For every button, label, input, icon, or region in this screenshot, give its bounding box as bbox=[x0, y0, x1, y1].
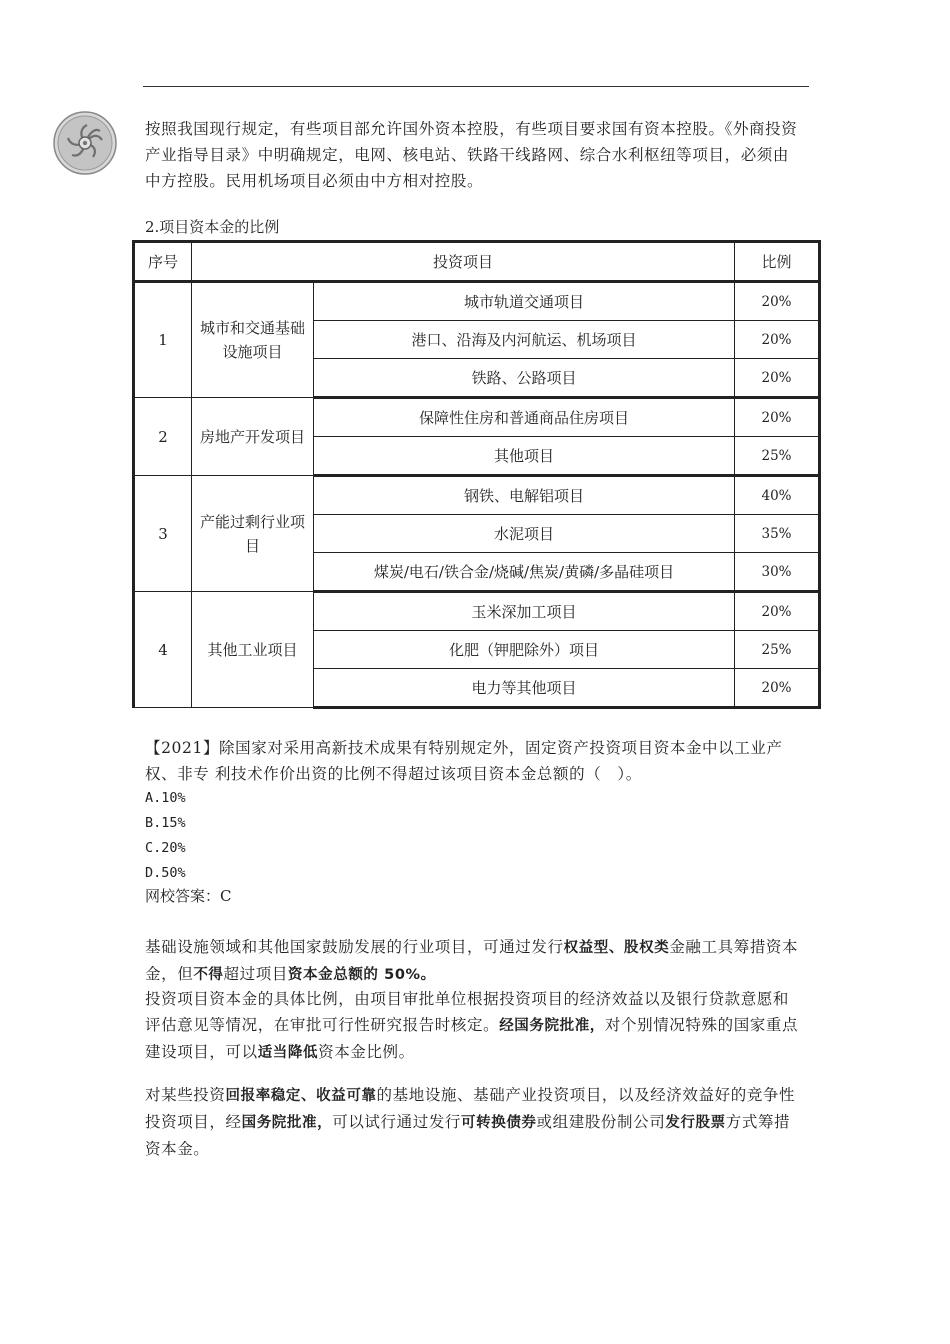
ratio-cell: 20% bbox=[735, 321, 820, 359]
text-run: 对某些投资 bbox=[145, 1086, 226, 1104]
bold-run: 发行股票 bbox=[665, 1115, 726, 1131]
text-run: 金融工具筹措资本金，但 bbox=[145, 938, 799, 983]
table-row bbox=[134, 476, 820, 515]
text-run: 方式筹措资本金。 bbox=[145, 1113, 791, 1158]
item-cell: 水泥项目 bbox=[314, 515, 735, 553]
ratio-cell: 30% bbox=[735, 553, 820, 592]
option-a: A.10% bbox=[145, 790, 186, 806]
item-cell: 电力等其他项目 bbox=[314, 669, 735, 708]
ratio-cell: 40% bbox=[735, 476, 820, 515]
option-d: D.50% bbox=[145, 865, 186, 881]
financing-paragraph bbox=[145, 934, 805, 988]
text-run: 的基地设施、基础产业投资项目，以及经济效益好的竞争性投资项目，经 bbox=[145, 1086, 796, 1131]
bold-run: 适当降低 bbox=[257, 1045, 319, 1061]
header-item: 投资项目 bbox=[192, 242, 735, 282]
ratio-cell: 20% bbox=[735, 398, 820, 437]
ratio-cell: 20% bbox=[735, 282, 820, 321]
bold-run: 回报率稳定、收益可靠 bbox=[225, 1088, 377, 1104]
table-row bbox=[134, 282, 820, 321]
option-c: C.20% bbox=[145, 840, 186, 856]
text-run: 基础设施领域和其他国家鼓励发展的行业项目，可通过发行 bbox=[145, 938, 564, 956]
header-rule bbox=[143, 86, 809, 87]
text-run: 资本金比例。 bbox=[318, 1043, 415, 1061]
question-stem: 【2021】除国家对采用高新技术成果有特别规定外，固定资产投资项目资本金中以工业产权、非专 利技术作价出资的比例不得超过该项目资本金总额的（ ）。 bbox=[145, 739, 783, 783]
header-no: 序号 bbox=[134, 242, 192, 282]
circular-seal-logo bbox=[52, 110, 118, 176]
group-category: 房地产开发项目 bbox=[192, 398, 314, 476]
group-no: 3 bbox=[134, 476, 192, 592]
bold-run: 资本金总额的 50%。 bbox=[287, 967, 436, 983]
header-ratio: 比例 bbox=[735, 242, 820, 282]
item-cell: 玉米深加工项目 bbox=[314, 592, 735, 631]
text-run: 投资项目资本金的具体比例，由项目审批单位根据投资项目的经济效益以及银行贷款意愿和评估意见等情况，在审批可行性研究报告时核定。 bbox=[145, 990, 790, 1034]
table-caption: 2.项目资本金的比例 bbox=[145, 218, 280, 236]
text-run: 对个别情况特殊的国家重点建设项目，可以 bbox=[145, 1016, 799, 1061]
group-category: 产能过剩行业项目 bbox=[192, 476, 314, 592]
ratio-cell: 25% bbox=[735, 631, 820, 669]
group-category: 城市和交通基础设施项目 bbox=[192, 282, 314, 398]
text-run: 可以试行通过发行 bbox=[332, 1113, 462, 1131]
ratio-cell: 35% bbox=[735, 515, 820, 553]
bold-run: 不得 bbox=[193, 967, 224, 983]
table-row bbox=[134, 592, 820, 631]
item-cell: 铁路、公路项目 bbox=[314, 359, 735, 398]
bold-run: 国务院批准， bbox=[241, 1115, 333, 1131]
text-run: 超过项目 bbox=[223, 965, 288, 983]
text-run: 或组建股份制公司 bbox=[536, 1113, 666, 1131]
group-no: 1 bbox=[134, 282, 192, 398]
option-b: B.15% bbox=[145, 815, 186, 831]
ratio-cell: 20% bbox=[735, 359, 820, 398]
bold-run: 可转换债券 bbox=[461, 1115, 537, 1131]
bold-run: 经国务院批准， bbox=[499, 1018, 605, 1034]
item-cell: 保障性住房和普通商品住房项目 bbox=[314, 398, 735, 437]
item-cell: 化肥（钾肥除外）项目 bbox=[314, 631, 735, 669]
ratio-cell: 20% bbox=[735, 669, 820, 708]
capital-ratio-table bbox=[132, 240, 821, 709]
intro-paragraph: 按照我国现行规定，有些项目部允许国外资本控股，有些项目要求国有资本控股。《外商投资产业指导目录》中明确规定，电网、核电站、铁路干线路网、综合水利枢纽等项目，必须由中方控股。民用机场项目必须由中方相对控股。 bbox=[145, 120, 798, 190]
bonds-stock-paragraph bbox=[145, 1082, 805, 1162]
table-header-row bbox=[134, 242, 820, 282]
item-cell: 港口、沿海及内河航运、机场项目 bbox=[314, 321, 735, 359]
group-category: 其他工业项目 bbox=[192, 592, 314, 708]
item-cell: 钢铁、电解铝项目 bbox=[314, 476, 735, 515]
item-cell: 煤炭/电石/铁合金/烧碱/焦炭/黄磷/多晶硅项目 bbox=[314, 553, 735, 592]
answer-text: 网校答案：C bbox=[145, 887, 232, 905]
item-cell: 其他项目 bbox=[314, 437, 735, 476]
item-cell: 城市轨道交通项目 bbox=[314, 282, 735, 321]
ratio-cell: 25% bbox=[735, 437, 820, 476]
ratio-approval-paragraph bbox=[145, 986, 805, 1066]
group-no: 4 bbox=[134, 592, 192, 708]
table-row bbox=[134, 398, 820, 437]
ratio-cell: 20% bbox=[735, 592, 820, 631]
bold-run: 权益型、股权类 bbox=[563, 940, 670, 956]
group-no: 2 bbox=[134, 398, 192, 476]
